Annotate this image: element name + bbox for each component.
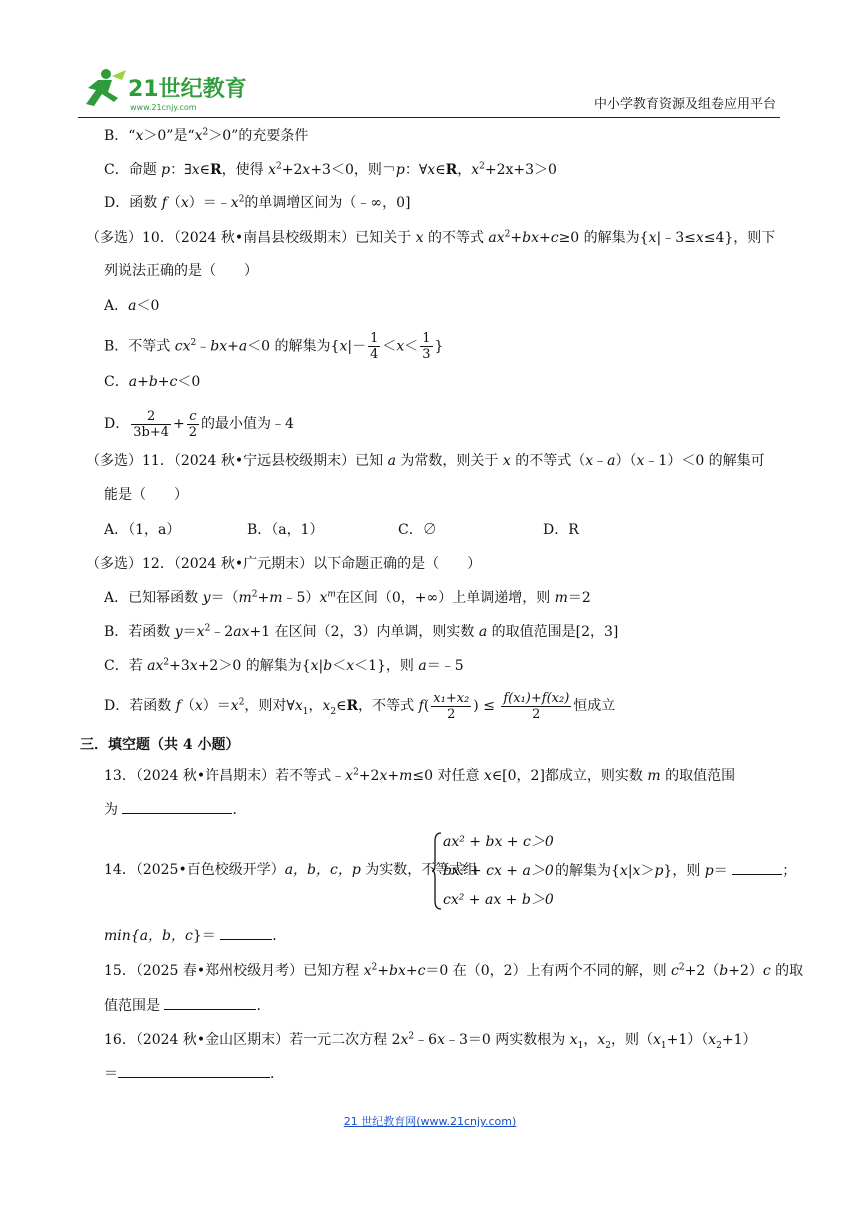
section-title: 三．填空题（共 4 小题） — [80, 737, 240, 753]
q16-stem-line2: ＝ ． — [104, 1063, 284, 1084]
q11-option-b: B．（a，1） — [247, 522, 324, 538]
q11-option-a: A．（1，a） — [104, 522, 181, 538]
fraction: $\frac{\text{f(x₁)+f(x₂)}}{2}$ — [503, 690, 570, 722]
answer-blank[interactable] — [122, 799, 232, 814]
q12-option-b: B．若函数 $y=x^2﹣2ax+1$ 在区间（2，3）内单调，则实数 a 的取值范围是[2，3] — [104, 623, 619, 640]
q10-stem-line2: 列说法正确的是（ ） — [104, 263, 258, 279]
fraction: $\frac{2}{3b+4}$ — [133, 408, 169, 440]
q12-stem: （多选）12．（2024 秋•广元期末）以下命题正确的是（ ） — [86, 556, 482, 572]
logo — [78, 66, 258, 116]
system-row-3: cx² + ax + b＞0 — [443, 892, 554, 908]
answer-blank[interactable] — [164, 995, 256, 1010]
header-divider — [78, 117, 780, 118]
q12-option-a: A．已知幂函数 $y=(m^2+m﹣5)x^m$在区间（0，+∞）上单调递增，则 m＝2 — [104, 589, 591, 606]
page-header — [78, 66, 780, 118]
q11-stem: （多选）11．（2024 秋•宁远县校级期末）已知 a 为常数，则关于 x 的不等式（x﹣a）（x﹣1）＜0 的解集可 — [86, 453, 765, 469]
q9-option-c: C．命题 p：∃x∈R，使得 $x^2+2x+3<0$，则￢p：∀x∈R，$x^2+2x+3>0$ — [104, 161, 557, 178]
answer-blank[interactable] — [118, 1063, 270, 1078]
answer-blank[interactable] — [220, 925, 272, 940]
q11-stem-line2: 能是（ ） — [104, 487, 188, 503]
q14-stem-line2: min{a，b，c}＝ ． — [104, 925, 286, 946]
fraction: $\frac{c}{2}$ — [188, 408, 198, 440]
site-name: 中小学教育资源及组卷应用平台 — [593, 97, 776, 112]
left-brace-icon — [431, 831, 443, 911]
fraction: $\frac{1}{4}$ — [370, 331, 379, 362]
q12-option-d: D．若函数 $f(x)=x^2$，则对$\forall x_1$，$x_2\in R$，不等式 f( $\frac{\text{x₁+x₂}}{2}$ ) ≤ $\frac{\text{f(x₁)+f(x₂)}}{2}$ 恒成立 — [104, 690, 616, 722]
q13-stem-line2: 为 ． — [104, 799, 246, 820]
q9-option-d: D．函数 $f(x)=﹣x^2$的单调增区间为（﹣∞，0] — [104, 194, 411, 211]
q13-stem: 13．（2024 秋•许昌期末）若不等式$﹣x^2+2x+m\le 0$ 对任意 x∈[0，2]都成立，则实数 m 的取值范围 — [104, 767, 736, 784]
q10-option-b: B．不等式 $cx^2﹣bx+a<0$ 的解集为{x|－ $\frac{1}{4}$ ＜x＜ $\frac{1}{3}$ } — [104, 331, 444, 362]
q9-option-b: B．“x＞0”是“$x^2>0$”的充要条件 — [104, 127, 309, 144]
q11-option-c: C．∅ — [398, 522, 437, 538]
fraction: $\frac{1}{3}$ — [422, 331, 431, 362]
q15-stem-line2: 值范围是 ． — [104, 995, 270, 1016]
q14-stem-tail: 的解集为{x|x＞p}，则 p＝ ； — [555, 860, 796, 881]
q10-stem: （多选）10．（2024 秋•南昌县校级期末）已知关于 x 的不等式 $ax^2+bx+c\ge 0$ 的解集为{x|﹣3≤x≤4}，则下 — [86, 229, 776, 246]
q10-option-d: D． $\frac{2}{3b+4}$ + $\frac{c}{2}$ 的最小值为﹣4 — [104, 408, 294, 440]
inequality-system — [431, 831, 554, 911]
q10-option-c: C．a+b+c＜0 — [104, 374, 201, 390]
runner-icon — [86, 69, 126, 106]
logo-text: 21世纪教育 — [128, 77, 247, 102]
footer-link[interactable]: 21 世纪教育网(www.21cnjy.com) — [343, 1115, 517, 1128]
system-row-2: bx² + cx + a＞0 — [443, 863, 554, 879]
answer-blank[interactable] — [732, 860, 782, 875]
q14-stem: 14．（2025•百色校级开学）a，b，c，p 为实数，不等式组 — [104, 862, 478, 878]
q12-option-c: C．若 $ax^2+3x+2>0$ 的解集为{x|b＜x＜1}，则 a＝﹣5 — [104, 657, 464, 674]
q16-stem: 16．（2024 秋•金山区期末）若一元二次方程 $2x^2﹣6x﹣3=0$ 两实数根为 $x_1$，$x_2$，则$(x_1+1)(x_2+1)$ — [104, 1031, 757, 1051]
q15-stem: 15．（2025 春•郑州校级月考）已知方程 $x^2+bx+c=0$ 在（0，2）上有两个不同的解，则 $c^2+2(b+2)c$ 的取 — [104, 962, 804, 979]
system-row-1: ax² + bx + c＞0 — [443, 834, 554, 850]
fraction: $\frac{\text{x₁+x₂}}{2}$ — [433, 690, 470, 722]
q11-option-d: D．R — [543, 522, 579, 538]
logo-subtext: www.21cnjy.com — [130, 103, 197, 112]
q10-option-a: A．a＜0 — [104, 298, 160, 314]
